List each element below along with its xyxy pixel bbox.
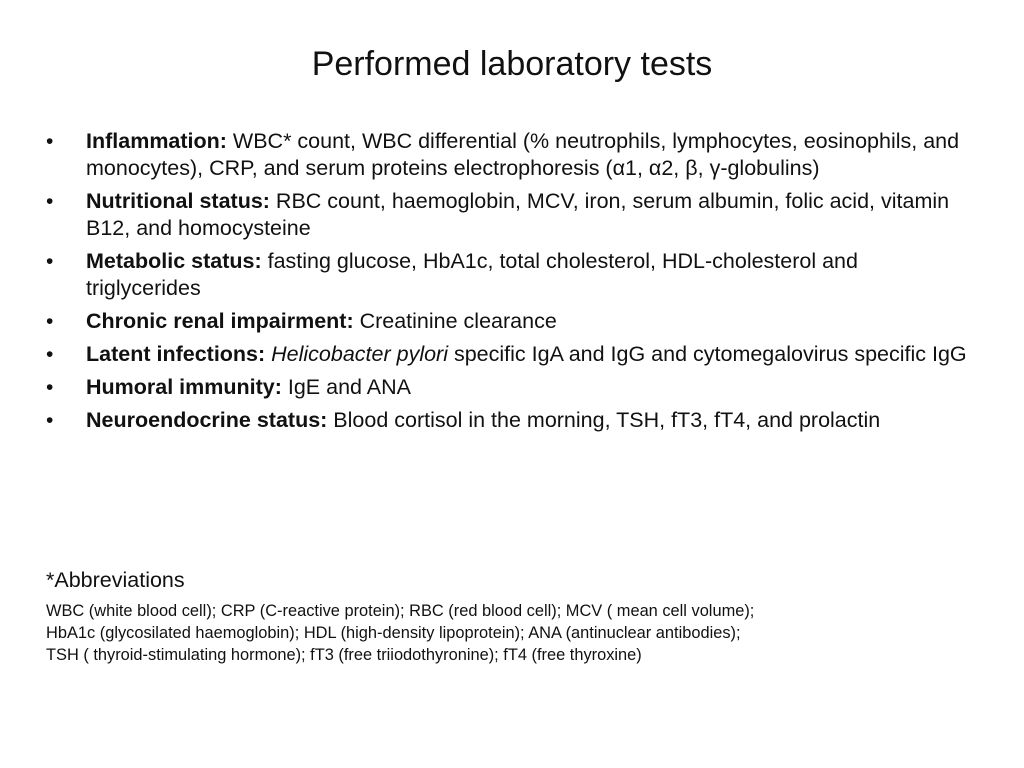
item-label: Neuroendocrine status:: [86, 408, 328, 432]
bullet-icon: •: [46, 310, 54, 333]
item-label: Nutritional status:: [86, 189, 270, 213]
bullet-icon: •: [46, 409, 54, 432]
item-text: Creatinine clearance: [353, 309, 557, 333]
list-item-inflammation: [46, 128, 976, 182]
list-item-metabolic-status: [46, 248, 976, 302]
abbreviations-line: TSH ( thyroid-stimulating hormone); fT3 (free triiodothyronine); fT4 (free thyroxine): [46, 646, 642, 664]
item-label: Humoral immunity:: [86, 375, 282, 399]
list-item-nutritional-status: [46, 188, 976, 242]
bullet-icon: •: [46, 343, 54, 366]
bullet-icon: •: [46, 250, 54, 273]
item-text: specific IgA and IgG and cytomegalovirus specific IgG: [448, 342, 967, 366]
bullet-icon: •: [46, 190, 54, 213]
abbreviations-line: HbA1c (glycosilated haemoglobin); HDL (high-density lipoprotein); ANA (antinuclear antibodies);: [46, 624, 741, 642]
test-category-list: [46, 128, 976, 440]
list-item-latent-infections: [46, 341, 976, 368]
item-text: fasting glucose, HbA1c, total cholesterol, HDL-cholesterol and triglycerides: [86, 249, 858, 300]
item-label: Inflammation:: [86, 129, 227, 153]
item-text: WBC* count, WBC differential (% neutrophils, lymphocytes, eosinophils, and monocytes), CRP, and serum proteins electrophoresis (α1, α2, β, γ-globulins): [86, 129, 960, 180]
item-text: Blood cortisol in the morning, TSH, fT3, fT4, and prolactin: [327, 408, 881, 432]
abbreviations-heading: *Abbreviations: [46, 568, 185, 592]
item-label: Chronic renal impairment:: [86, 309, 354, 333]
item-italic-text: Helicobacter pylori: [265, 342, 448, 366]
abbreviations-text: [46, 600, 986, 666]
list-item-humoral-immunity: [46, 374, 976, 401]
list-item-chronic-renal-impairment: [46, 308, 976, 335]
item-label: Latent infections:: [86, 342, 266, 366]
bullet-icon: •: [46, 130, 54, 153]
abbreviations-line: WBC (white blood cell); CRP (C-reactive protein); RBC (red blood cell); MCV ( mean cell volume);: [46, 602, 755, 620]
item-label: Metabolic status:: [86, 249, 262, 273]
item-text: IgE and ANA: [281, 375, 411, 399]
bullet-icon: •: [46, 376, 54, 399]
slide-title: Performed laboratory tests: [311, 45, 713, 83]
list-item-neuroendocrine-status: [46, 407, 976, 434]
item-text: RBC count, haemoglobin, MCV, iron, serum albumin, folic acid, vitamin B12, and homocysteine: [86, 189, 950, 240]
